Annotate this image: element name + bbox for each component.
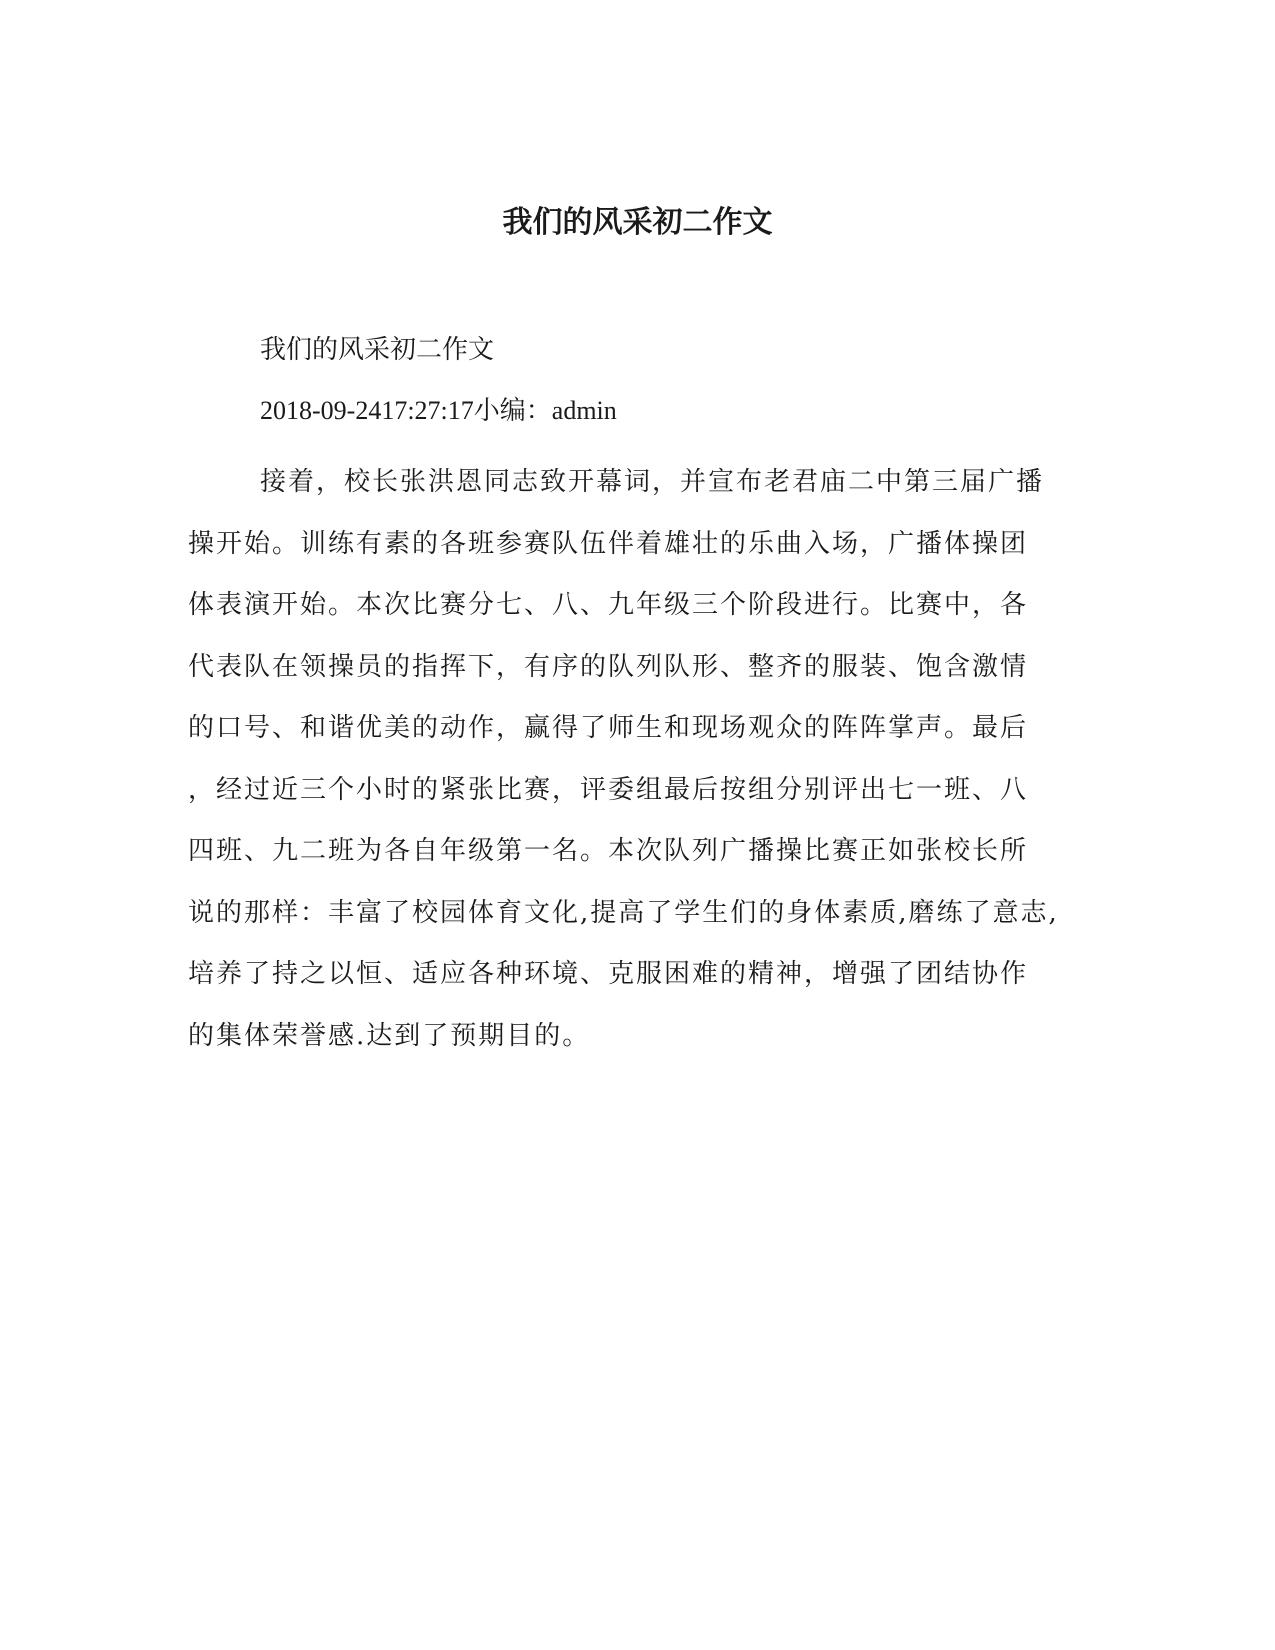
article-subtitle: 我们的风采初二作文 [260,335,495,365]
publish-date: 2018-09-2417:27:17 [260,396,474,425]
body-line: 四班、九二班为各自年级第一名。本次队列广播操比赛正如张校长所 [188,836,1029,866]
body-line: 培养了持之以恒、适应各种环境、克服困难的精神，增强了团结协作 [188,959,1029,989]
body-line: 的口号、和谐优美的动作，赢得了师生和现场观众的阵阵掌声。最后 [188,713,1029,743]
body-line: ，经过近三个小时的紧张比赛，评委组最后按组分别评出七一班、八 [188,774,1029,805]
article-meta [260,393,617,429]
body-line: 说的那样：丰富了校园体育文化,提高了学生们的身体素质,磨练了意志, [188,897,1059,928]
body-line: 接着，校长张洪恩同志致开幕词，并宣布老君庙二中第三届广播 [260,467,1045,497]
author-name: admin [551,396,617,425]
article-body [188,452,1088,1067]
body-line: 体表演开始。本次比赛分七、八、九年级三个阶段进行。比赛中，各 [188,590,1029,620]
document-title: 我们的风采初二作文 [502,205,773,240]
author-label: 小编： [473,396,552,426]
body-line: 的集体荣誉感.达到了预期目的。 [188,1020,591,1051]
body-line: 操开始。训练有素的各班参赛队伍伴着雄壮的乐曲入场，广播体操团 [188,528,1029,559]
body-line: 代表队在领操员的指挥下，有序的队列队形、整齐的服装、饱含激情 [188,651,1029,682]
